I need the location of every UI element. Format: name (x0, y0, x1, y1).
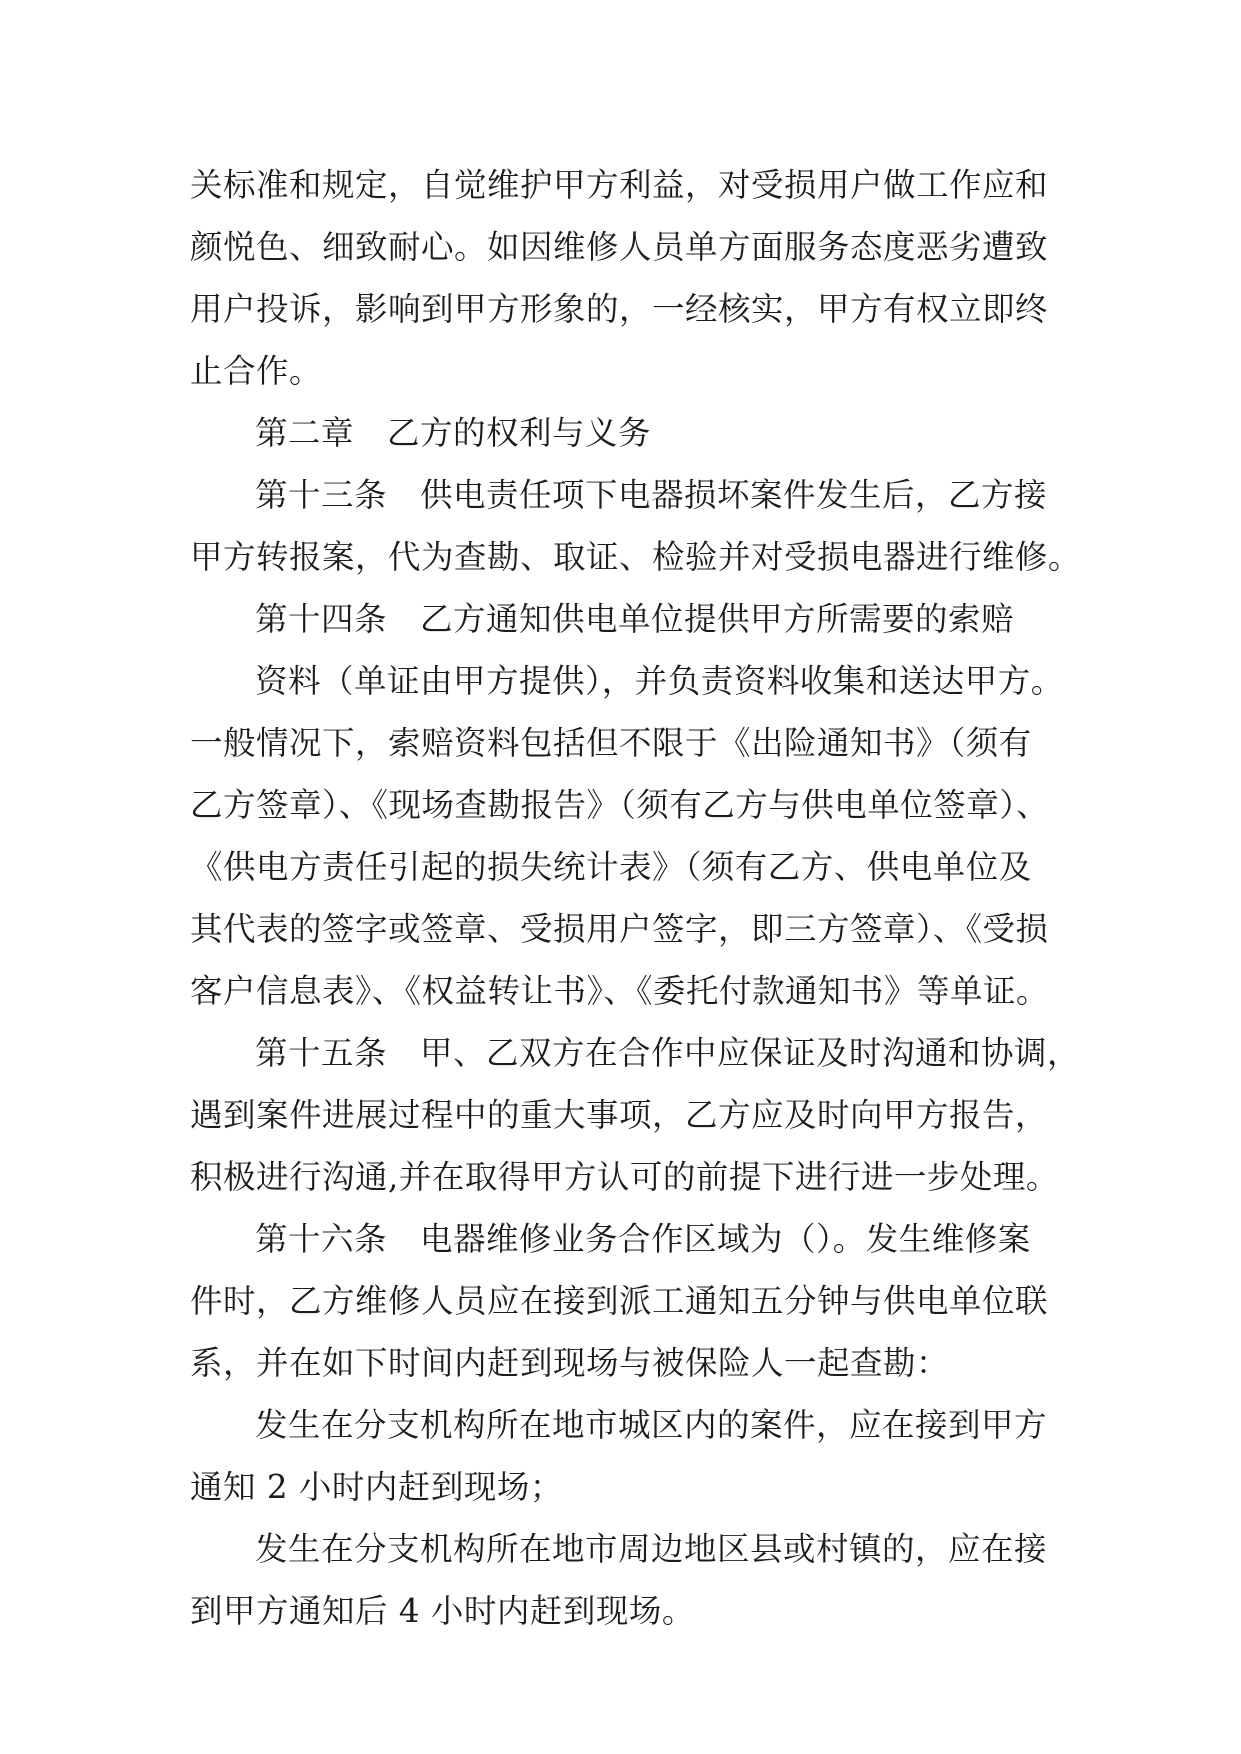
text-line: 客户信息表》、《权益转让书》、《委托付款通知书》等单证。 (190, 972, 1050, 1010)
text-line: 一般情况下，索赔资料包括但不限于《出险通知书》（须有 (190, 724, 1032, 762)
text-line: 发生在分支机构所在地市周边地区县或村镇的，应在接 (255, 1530, 1048, 1568)
text-line: 止合作。 (190, 352, 323, 390)
article-14-line: 第十四条 乙方通知供电单位提供甲方所需要的索赔 (255, 600, 1015, 638)
text-line: 甲方转报案，代为查勘、取证、检验并对受损电器进行维修。 (190, 538, 1082, 576)
text-line: 通知 2 小时内赶到现场； (190, 1468, 563, 1506)
text-line: 遇到案件进展过程中的重大事项，乙方应及时向甲方报告， (190, 1096, 1049, 1134)
text-line: 系，并在如下时间内赶到现场与被保险人一起查勘： (190, 1344, 950, 1382)
text-line: 《供电方责任引起的损失统计表》（须有乙方、供电单位及 (190, 848, 1032, 886)
text-line: 发生在分支机构所在地市城区内的案件，应在接到甲方 (255, 1406, 1048, 1444)
text-line: 乙方签章）、《现场查勘报告》（须有乙方与供电单位签章）、 (190, 786, 1050, 824)
article-15-line: 第十五条 甲、乙双方在合作中应保证及时沟通和协调， (255, 1034, 1081, 1072)
chapter-heading: 第二章 乙方的权利与义务 (255, 414, 652, 452)
text-line: 其代表的签字或签章、受损用户签字，即三方签章）、《受损 (190, 910, 1049, 948)
article-13-line: 第十三条 供电责任项下电器损坏案件发生后，乙方接 (255, 476, 1048, 514)
text-line: 积极进行沟通,并在取得甲方认可的前提下进行进一步处理。 (190, 1158, 1059, 1196)
text-line: 颜悦色、细致耐心。如因维修人员单方面服务态度恶劣遭致 (190, 228, 1049, 266)
article-16-line: 第十六条 电器维修业务合作区域为（）。发生维修案 (255, 1220, 1031, 1258)
text-line: 用户投诉，影响到甲方形象的，一经核实，甲方有权立即终 (190, 290, 1049, 328)
document-body (190, 154, 1082, 1642)
text-line: 关标准和规定，自觉维护甲方利益，对受损用户做工作应和 (190, 166, 1049, 204)
text-line: 资料（单证由甲方提供），并负责资料收集和送达甲方。 (255, 662, 1064, 700)
text-line: 件时，乙方维修人员应在接到派工通知五分钟与供电单位联 (190, 1282, 1049, 1320)
text-line: 到甲方通知后 4 小时内赶到现场。 (190, 1592, 695, 1630)
